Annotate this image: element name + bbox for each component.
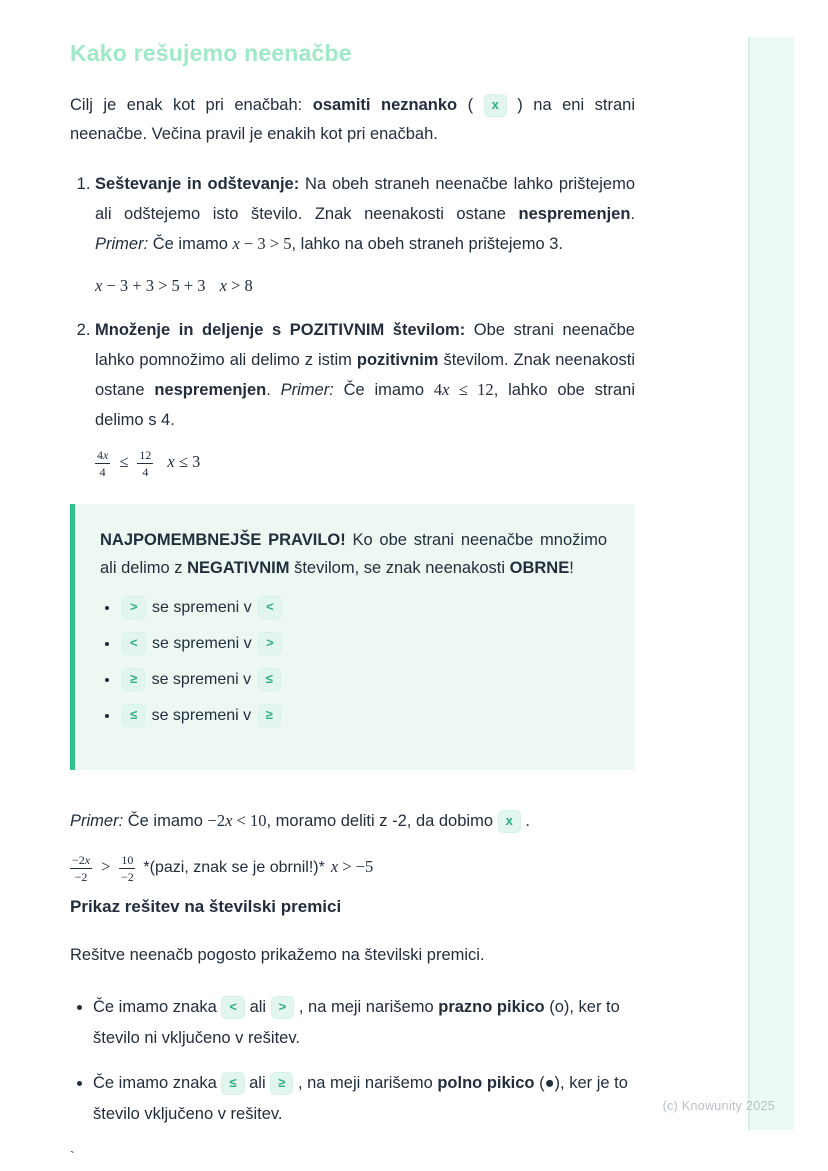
math-variable: x [219, 276, 227, 295]
bold-run: polno pikico [437, 1074, 535, 1092]
text-run: Cilj je enak kot pri enačbah: [70, 96, 313, 114]
math-text: − 3 > 5 [239, 234, 292, 253]
rule-label: Seštevanje in odštevanje: [95, 175, 300, 193]
text-run: ali [244, 998, 271, 1016]
fraction-denominator: −2 [121, 870, 134, 884]
inline-math [233, 234, 292, 253]
math-variable: x [330, 857, 339, 876]
x-variable-badge: x [484, 94, 507, 117]
text-run: , na meji narišemo [294, 998, 439, 1016]
example-paragraph [70, 806, 635, 836]
bold-run: prazno pikico [438, 998, 545, 1016]
rules-list [70, 169, 635, 478]
text-run: . [266, 381, 281, 399]
important-rule-callout [70, 504, 635, 770]
ge-sign-badge: ≥ [258, 704, 281, 727]
math-operator: ≤ [119, 452, 129, 471]
text-run: ( [457, 96, 484, 114]
fraction-denominator: 4 [142, 465, 149, 479]
rule-item-multiplication [95, 315, 635, 478]
callout-paragraph [100, 526, 607, 582]
gt-sign-badge: > [122, 596, 146, 619]
math-variable: x [225, 811, 233, 830]
right-accent-bar [748, 37, 794, 1130]
text-run: Če imamo [123, 812, 208, 830]
math-operator: > [101, 857, 111, 876]
fraction-numerator [95, 449, 110, 464]
bold-run: NEGATIVNIM [187, 559, 290, 577]
fraction [119, 854, 135, 883]
text-run: , na meji narišemo [293, 1074, 438, 1092]
math-variable: x [84, 853, 91, 867]
math-variable: x [232, 234, 240, 253]
inline-math [434, 380, 494, 399]
sign-change-item [120, 632, 607, 655]
fraction-numerator: 10 [121, 853, 134, 867]
lt-sign-badge: < [258, 596, 282, 619]
text-run: Če imamo [148, 235, 233, 253]
math-text: 4 [97, 448, 103, 462]
rule-label: Množenje in deljenje s POZITIVNIM številom: [95, 321, 466, 339]
math-text: −2 [72, 853, 85, 867]
rule-item-addition [95, 169, 635, 301]
math-variable: x [442, 380, 450, 399]
inline-math [208, 811, 267, 830]
section-heading: Prikaz rešitev na številski premici [70, 897, 342, 916]
sign-change-item [120, 704, 607, 727]
formula-addition [95, 271, 635, 301]
bold-run: OBRNE [509, 559, 570, 577]
text-run: (●), ker je to število vključeno v rešitev. [93, 1074, 628, 1123]
copyright-footer: (c) Knowunity 2025 [662, 1099, 775, 1113]
text-run: se spremeni v [147, 707, 256, 724]
warning-note: *(pazi, znak se je obrnil!)* [143, 859, 325, 876]
math-variable: x [95, 276, 103, 295]
bold-run: nespremenjen [154, 381, 267, 399]
text-run: se spremeni v [147, 599, 257, 616]
numberline-paragraph: Rešitve neenačb pogosto prikažemo na številski premici. [70, 946, 485, 964]
math-text: ≤ 3 [174, 452, 201, 471]
fraction-numerator: 12 [139, 448, 152, 462]
text-run: Če imamo znaka [93, 1074, 222, 1092]
text-run: se spremeni v [147, 635, 257, 652]
text-run: , lahko obe strani delimo s 4. [95, 381, 636, 429]
sign-change-list [100, 596, 607, 727]
le-sign-badge: ≤ [221, 1072, 244, 1095]
formula-negative-division [70, 854, 635, 883]
math-text: −2 [207, 811, 226, 830]
ge-sign-badge: ≥ [270, 1072, 293, 1095]
bold-run: osamiti neznanko [312, 96, 458, 114]
gt-sign-badge: > [258, 632, 282, 655]
fraction [95, 449, 110, 478]
fraction-denominator: −2 [74, 870, 88, 884]
le-sign-badge: ≤ [122, 704, 145, 727]
numberline-list [70, 992, 635, 1130]
fraction [137, 449, 153, 478]
text-run: Na obeh straneh neenačbe lahko prištejemo ali odštejemo isto število. Znak neenakosti ostane [95, 175, 635, 223]
math-variable: x [167, 452, 175, 471]
page-title: Kako rešujemo neenačbe [70, 40, 352, 66]
text-run: ali [244, 1074, 271, 1092]
ge-sign-badge: ≥ [122, 668, 145, 691]
formula-division [95, 447, 635, 478]
math-text: > −5 [338, 857, 374, 876]
fraction-denominator: 4 [99, 465, 106, 479]
text-run: Obe strani neenačbe lahko pomnožimo ali delimo z istim [95, 321, 635, 369]
text-run: številom. Znak neenakosti ostane [95, 351, 636, 399]
lt-sign-badge: < [221, 996, 245, 1019]
math-text: < 10 [232, 811, 267, 830]
italic-run: Primer: [280, 381, 334, 399]
gt-sign-badge: > [271, 996, 295, 1019]
fraction-numerator [70, 854, 92, 869]
text-run: , lahko na obeh straneh prištejemo 3. [291, 235, 563, 253]
math-variable: x [103, 448, 109, 462]
italic-run: Primer: [70, 812, 124, 830]
math-text: > 8 [226, 276, 253, 295]
le-sign-badge: ≤ [258, 668, 281, 691]
intro-paragraph [70, 91, 635, 149]
text-run: številom, se znak neenakosti [289, 559, 510, 577]
sign-change-item [120, 596, 607, 619]
text-run: ) na eni strani neenačbe. Večina pravil je enakih kot pri enačbah. [70, 96, 635, 143]
bold-run: pozitivnim [356, 351, 439, 369]
bold-run: nespremenjen [518, 205, 631, 223]
document-content [70, 40, 635, 1164]
text-run: se spremeni v [147, 671, 256, 688]
numberline-item-open-dot [93, 992, 635, 1054]
math-text: ≤ 12 [449, 380, 494, 399]
math-text: − 3 + 3 > 5 + 3 [102, 276, 206, 295]
italic-run: Primer: [95, 235, 149, 253]
x-variable-badge: x [498, 810, 521, 833]
numberline-item-filled-dot [93, 1068, 635, 1130]
text-run: Ko obe strani neenačbe množimo ali delimo z [100, 531, 607, 577]
fraction [70, 854, 92, 883]
callout-title: NAJPOMEMBNEJŠE PRAVILO! [100, 531, 346, 549]
text-run: Če imamo [333, 381, 434, 399]
text-run: ! [569, 559, 574, 577]
text-run: , moramo deliti z -2, da dobimo [266, 812, 498, 830]
math-text: 4 [433, 380, 443, 399]
text-run: (o), ker to število ni vključeno v rešitev. [93, 998, 620, 1047]
text-run: Če imamo znaka [93, 998, 222, 1016]
stray-backtick: ` [70, 1148, 75, 1164]
text-run: . [630, 205, 635, 223]
lt-sign-badge: < [122, 632, 146, 655]
text-run: . [520, 812, 530, 830]
sign-change-item [120, 668, 607, 691]
